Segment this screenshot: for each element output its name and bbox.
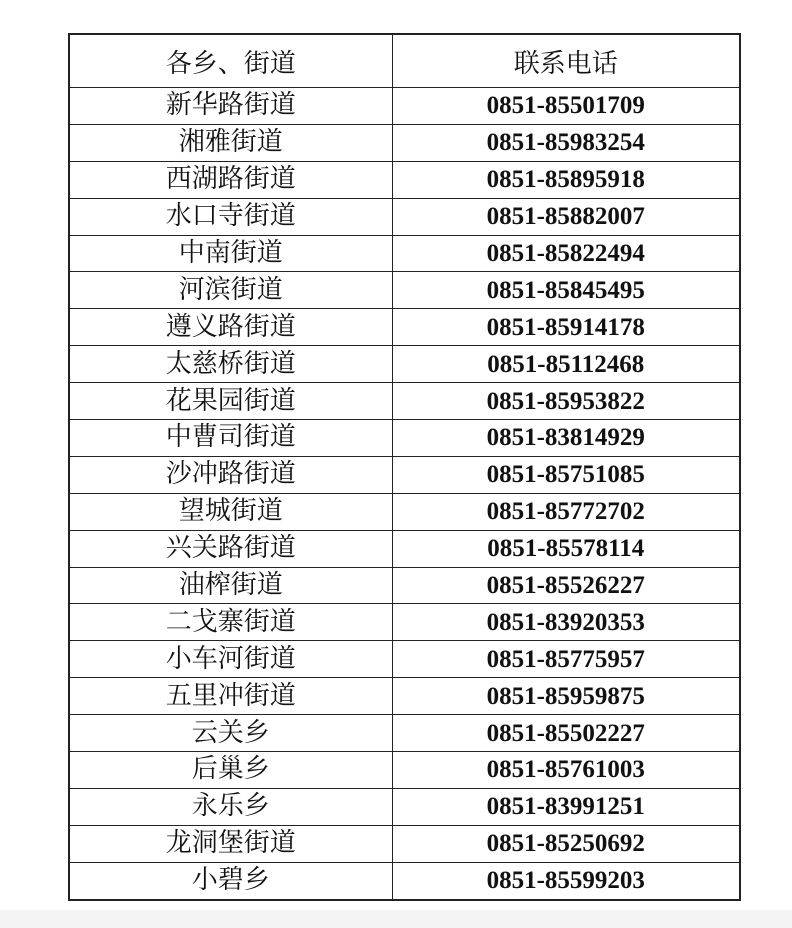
phone-number: 0851-85845495 (392, 272, 739, 309)
phone-number: 0851-85959875 (392, 678, 739, 715)
phone-number: 0851-85112468 (392, 346, 739, 383)
phone-number: 0851-85775957 (392, 641, 739, 678)
table-row (70, 346, 739, 383)
table-row (70, 309, 739, 346)
district-name: 中曹司街道 (70, 420, 392, 457)
phone-number: 0851-85578114 (392, 530, 739, 567)
phone-number: 0851-85599203 (392, 862, 739, 898)
district-name: 沙冲路街道 (70, 456, 392, 493)
table-row (70, 788, 739, 825)
table-row (70, 456, 739, 493)
phone-number: 0851-85983254 (392, 124, 739, 161)
phone-number: 0851-83814929 (392, 420, 739, 457)
phone-number: 0851-85761003 (392, 752, 739, 789)
phone-number: 0851-85772702 (392, 493, 739, 530)
table-row (70, 715, 739, 752)
phone-number: 0851-83920353 (392, 604, 739, 641)
table-row (70, 88, 739, 125)
table-row (70, 752, 739, 789)
district-name: 永乐乡 (70, 788, 392, 825)
district-name: 云关乡 (70, 715, 392, 752)
table-row (70, 161, 739, 198)
phone-number: 0851-85502227 (392, 715, 739, 752)
table-row (70, 383, 739, 420)
district-name: 中南街道 (70, 235, 392, 272)
phone-number: 0851-85914178 (392, 309, 739, 346)
district-name: 花果园街道 (70, 383, 392, 420)
table-row (70, 420, 739, 457)
district-name: 后巢乡 (70, 752, 392, 789)
table-row (70, 198, 739, 235)
table-row (70, 272, 739, 309)
district-name: 五里冲街道 (70, 678, 392, 715)
district-name: 河滨街道 (70, 272, 392, 309)
district-name: 水口寺街道 (70, 198, 392, 235)
contact-table-container (68, 33, 741, 901)
district-name: 西湖路街道 (70, 161, 392, 198)
table-row (70, 641, 739, 678)
table-header-row (70, 35, 739, 88)
header-district: 各乡、街道 (70, 35, 392, 88)
header-phone: 联系电话 (392, 35, 739, 88)
phone-number: 0851-85751085 (392, 456, 739, 493)
phone-number: 0851-85501709 (392, 88, 739, 125)
phone-number: 0851-83991251 (392, 788, 739, 825)
table-row (70, 124, 739, 161)
table-body (70, 88, 739, 899)
table-row (70, 567, 739, 604)
district-name: 兴关路街道 (70, 530, 392, 567)
district-name: 望城街道 (70, 493, 392, 530)
phone-number: 0851-85526227 (392, 567, 739, 604)
page-bottom-edge (0, 910, 792, 928)
district-name: 油榨街道 (70, 567, 392, 604)
table-row (70, 235, 739, 272)
phone-number: 0851-85953822 (392, 383, 739, 420)
phone-number: 0851-85882007 (392, 198, 739, 235)
table-row (70, 678, 739, 715)
phone-number: 0851-85250692 (392, 825, 739, 862)
table-row (70, 493, 739, 530)
district-name: 龙洞堡街道 (70, 825, 392, 862)
district-name: 小车河街道 (70, 641, 392, 678)
district-name: 太慈桥街道 (70, 346, 392, 383)
table-row (70, 825, 739, 862)
district-name: 小碧乡 (70, 862, 392, 898)
table-row (70, 604, 739, 641)
phone-number: 0851-85895918 (392, 161, 739, 198)
contact-table (70, 35, 739, 899)
district-name: 新华路街道 (70, 88, 392, 125)
phone-number: 0851-85822494 (392, 235, 739, 272)
table-row (70, 530, 739, 567)
table-row (70, 862, 739, 898)
district-name: 二戈寨街道 (70, 604, 392, 641)
district-name: 湘雅街道 (70, 124, 392, 161)
district-name: 遵义路街道 (70, 309, 392, 346)
